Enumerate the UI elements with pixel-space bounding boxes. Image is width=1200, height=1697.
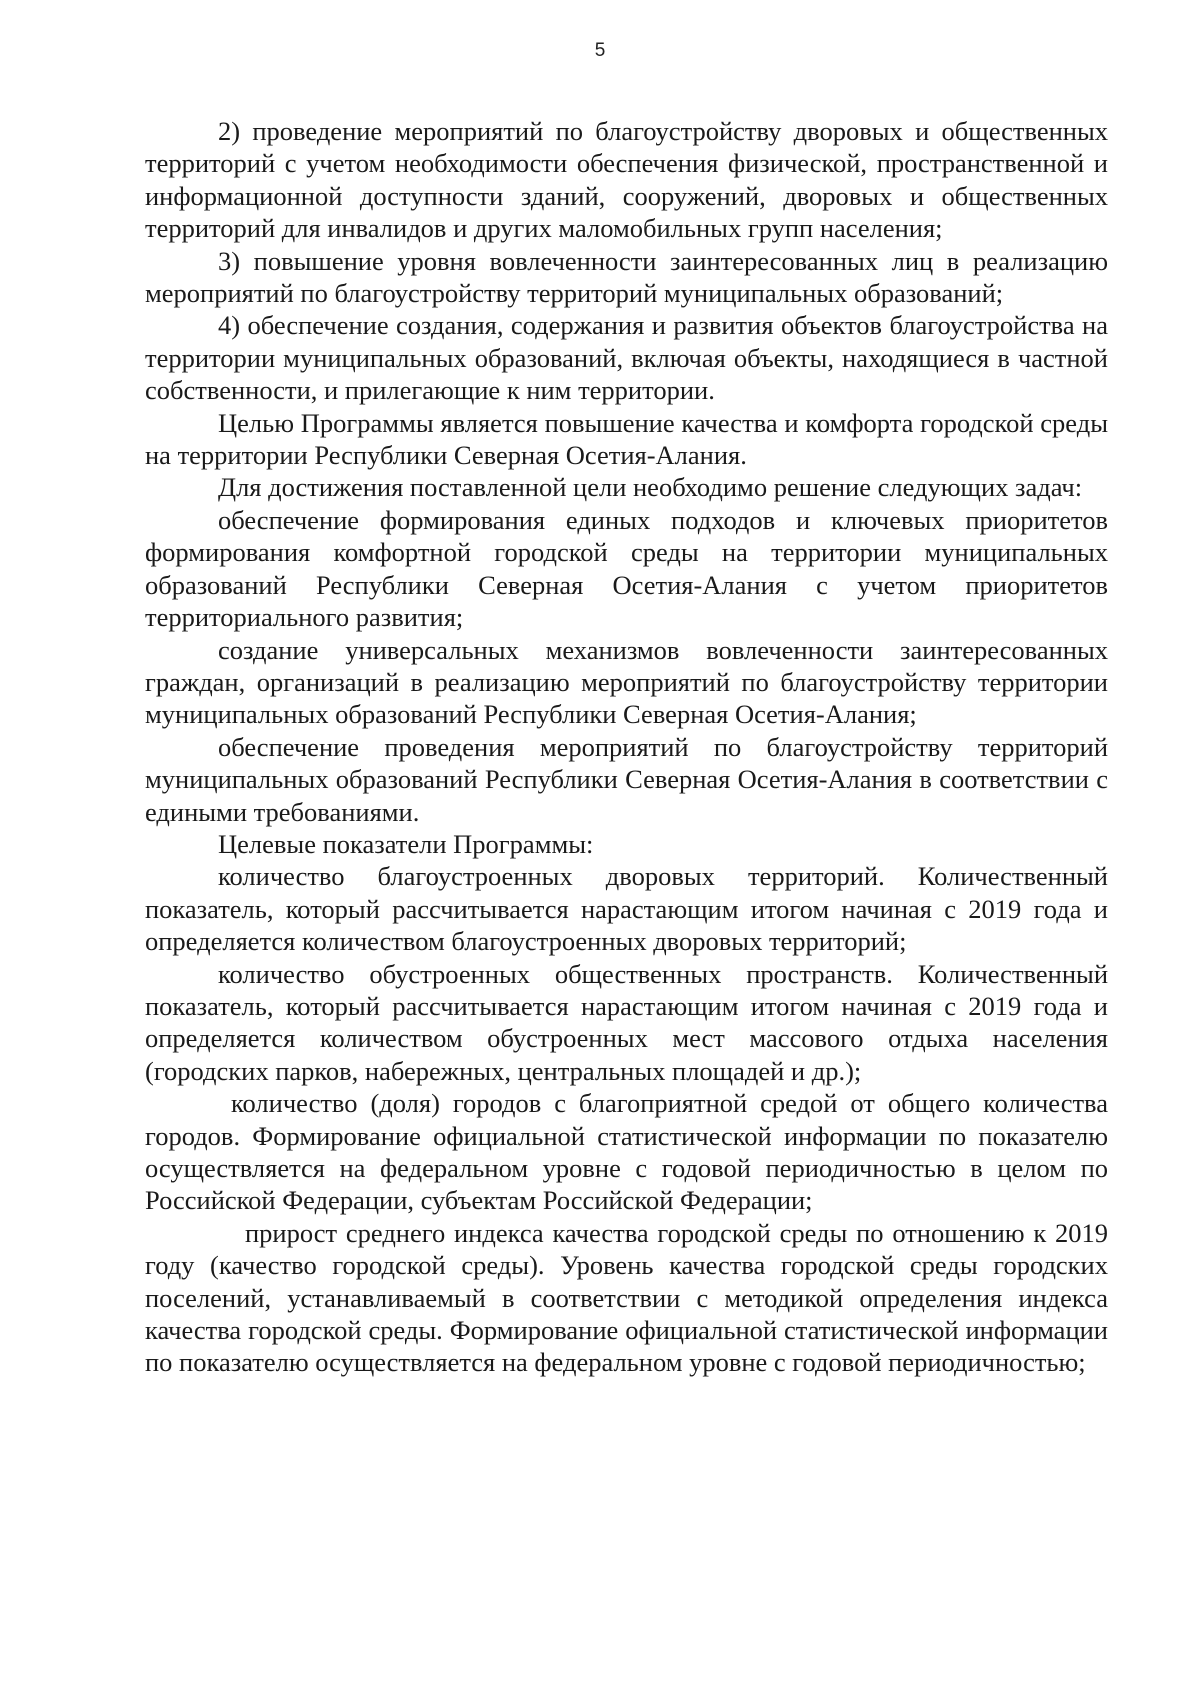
- paragraph-indicator-cities-share: количество (доля) городов с благоприятной средой от общего количества городов. Формирование официальной статистической информации по показателю осуществляется на федеральном уровне с годовой периодичностью в целом по Российской Федерации, субъектам Российской Федерации;: [145, 1088, 1108, 1216]
- document-body: [145, 115, 1108, 1379]
- paragraph-tasks-intro: Для достижения поставленной цели необходимо решение следующих задач:: [218, 472, 1083, 503]
- paragraph-item-2: 2) проведение мероприятий по благоустройству дворовых и общественных территорий с учетом необходимости обеспечения физической, пространственной и информационной доступности зданий, сооружений, дворовых и общественных территорий для инвалидов и других маломобильных групп населения;: [145, 116, 1108, 244]
- paragraph-indicator-public-spaces: количество обустроенных общественных пространств. Количественный показатель, который рассчитывается нарастающим итогом начиная с 2019 года и определяется количеством обустроенных мест массового отдыха населения (городских парков, набережных, центральных площадей и др.);: [145, 958, 1108, 1086]
- paragraph-program-goal: Целью Программы является повышение качества и комфорта городской среды на территории Республики Северная Осетия-Алания.: [145, 407, 1108, 471]
- paragraph-indicators-heading: Целевые показатели Программы:: [218, 828, 594, 859]
- paragraph-item-3: 3) повышение уровня вовлеченности заинтересованных лиц в реализацию мероприятий по благоустройству территорий муниципальных образований;: [145, 245, 1108, 309]
- paragraph-indicator-quality-index: прирост среднего индекса качества городской среды по отношению к 2019 году (качество городской среды). Уровень качества городской среды городских поселений, устанавливаемый в соответствии с методикой определения индекса качества городской среды. Формирование официальной статистической информации по показателю осуществляется на федеральном уровне с годовой периодичностью;: [145, 1217, 1108, 1378]
- paragraph-task-approaches: обеспечение формирования единых подходов и ключевых приоритетов формирования комфортной городской среды на территории муниципальных образований Республики Северная Осетия-Алания с учетом приоритетов территориального развития;: [145, 504, 1108, 633]
- paragraph-task-requirements: обеспечение проведения мероприятий по благоустройству территорий муниципальных образований Республики Северная Осетия-Алания в соответствии с едиными требованиями.: [145, 731, 1108, 827]
- paragraph-task-mechanisms: создание универсальных механизмов вовлеченности заинтересованных граждан, организаций в реализацию мероприятий по благоустройству территории муниципальных образований Республики Северная Осетия-Алания;: [145, 634, 1108, 730]
- page-number: 5: [594, 40, 606, 61]
- paragraph-indicator-yards: количество благоустроенных дворовых территорий. Количественный показатель, который рассчитывается нарастающим итогом начиная с 2019 года и определяется количеством благоустроенных дворовых территорий;: [145, 861, 1108, 957]
- paragraph-item-4: 4) обеспечение создания, содержания и развития объектов благоустройства на территории муниципальных образований, включая объекты, находящиеся в частной собственности, и прилегающие к ним территории.: [145, 310, 1108, 406]
